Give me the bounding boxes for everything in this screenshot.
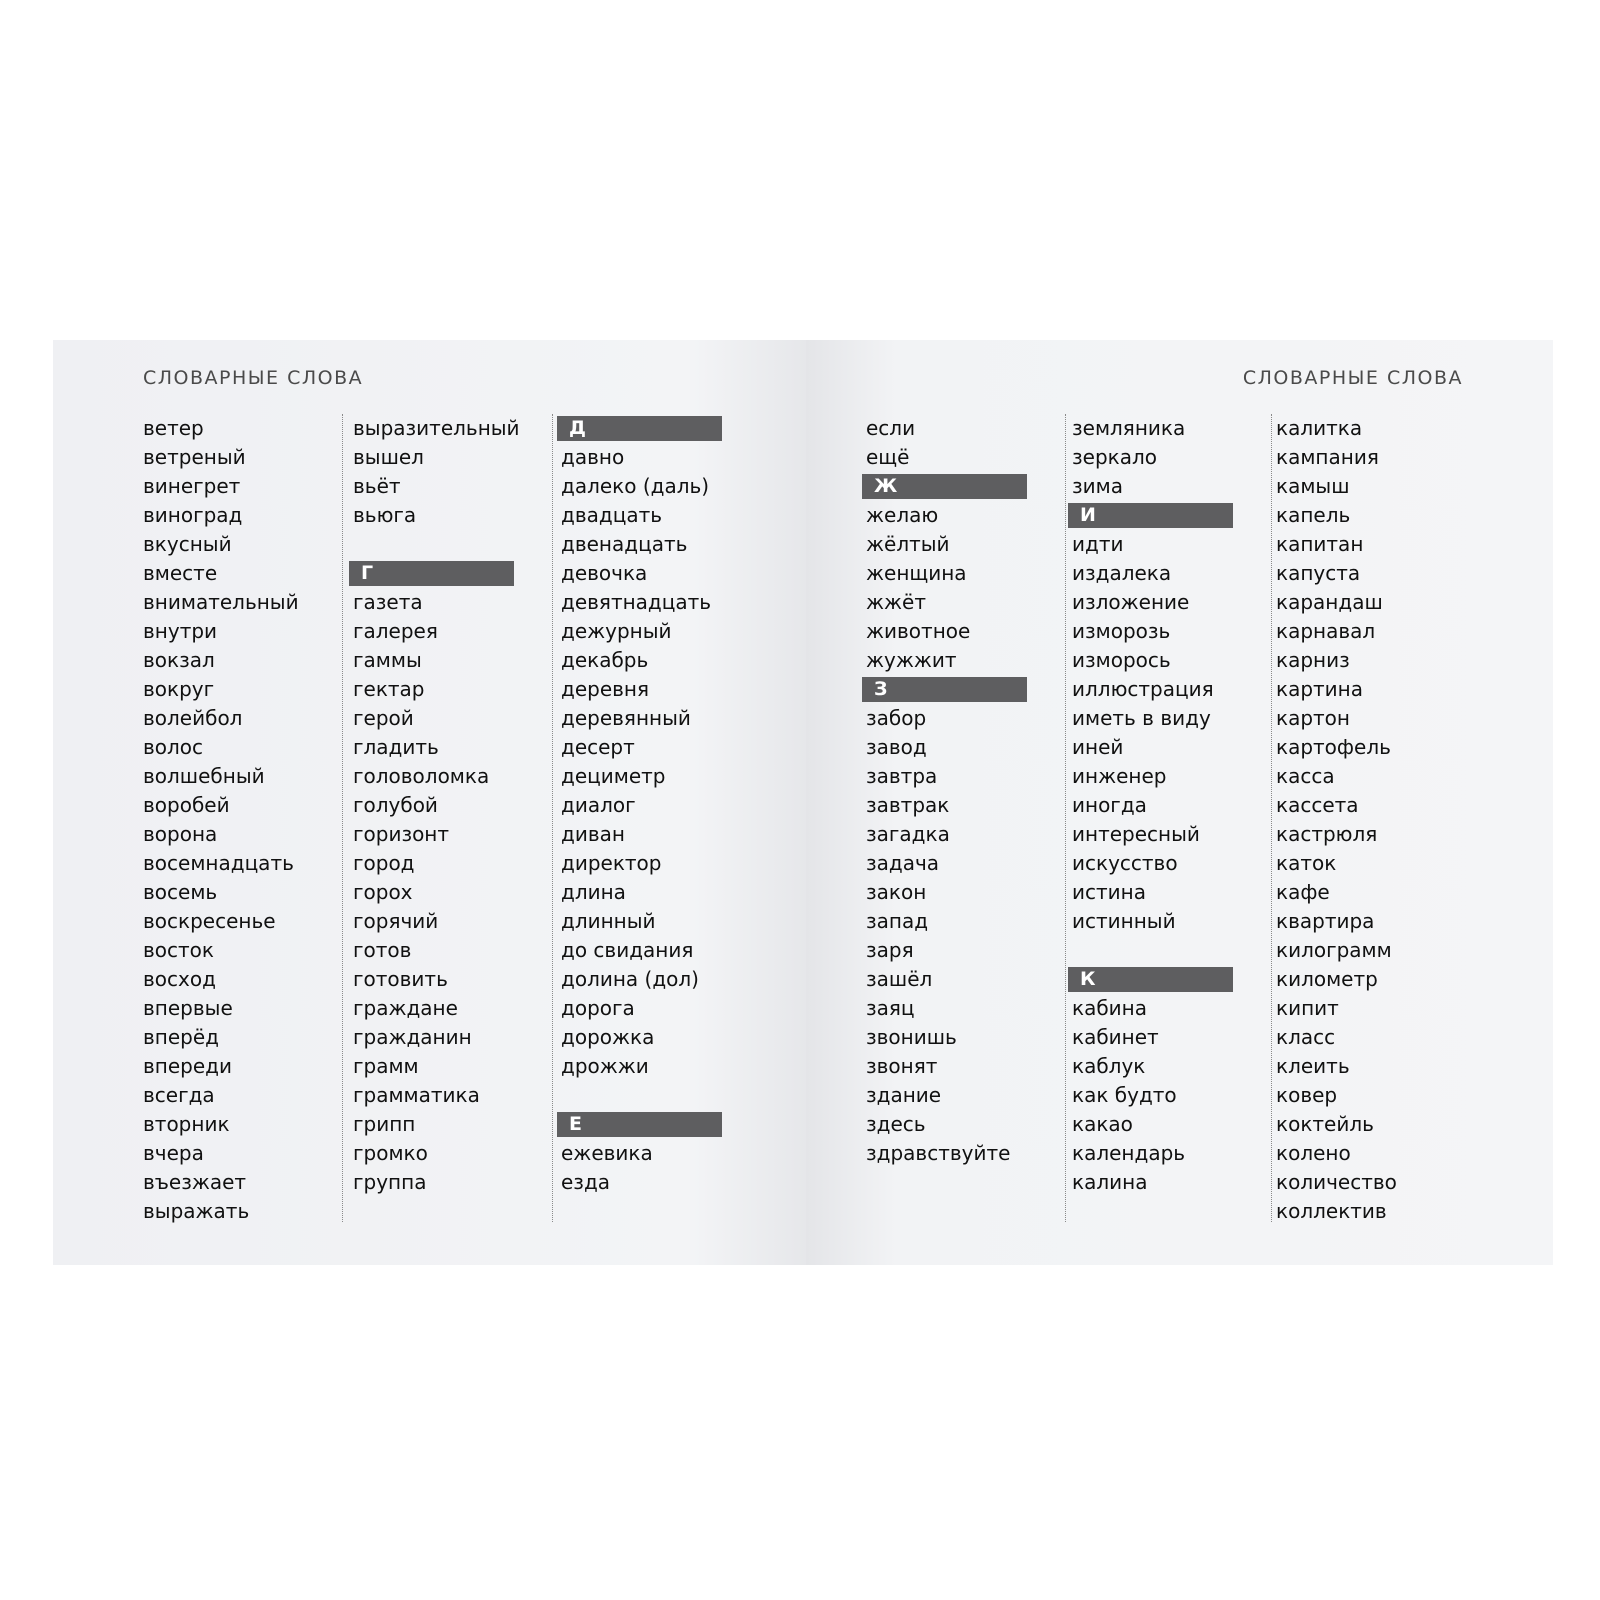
dictionary-word: жёлтый [866,532,950,556]
dictionary-word: кастрюля [1276,822,1378,846]
dictionary-word: внутри [143,619,218,643]
dictionary-word: капитан [1276,532,1364,556]
dictionary-word: внимательный [143,590,299,614]
dictionary-word: кассета [1276,793,1359,817]
dictionary-word: камыш [1276,474,1350,498]
dictionary-word: завод [866,735,927,759]
dictionary-word: громко [353,1141,428,1165]
dictionary-word: календарь [1072,1141,1186,1165]
dictionary-word: жужжит [866,648,957,672]
letter-header-zh: Ж [862,474,1027,499]
letter-header-g: Г [349,561,514,586]
spacer [353,530,553,559]
word-list [561,1139,761,1197]
dictionary-word: зашёл [866,967,933,991]
dictionary-word: длина [561,880,626,904]
dictionary-word: директор [561,851,662,875]
dictionary-word: загадка [866,822,950,846]
dictionary-word: девочка [561,561,648,585]
dictionary-word: здравствуйте [866,1141,1011,1165]
dictionary-word: квартира [1276,909,1375,933]
letter-header-i: И [1068,503,1233,528]
dictionary-word: какао [1072,1112,1133,1136]
dictionary-word: готов [353,938,412,962]
dictionary-word: коллектив [1276,1199,1387,1223]
word-column-1 [143,414,343,1226]
dictionary-word: газета [353,590,423,614]
dictionary-word: километр [1276,967,1378,991]
dictionary-word: галерея [353,619,438,643]
dictionary-word: голубой [353,793,438,817]
dictionary-word: зима [1072,474,1123,498]
dictionary-word: ветер [143,416,204,440]
dictionary-word: вокзал [143,648,215,672]
dictionary-word: двенадцать [561,532,688,556]
dictionary-word: иметь в виду [1072,706,1211,730]
dictionary-word: грипп [353,1112,416,1136]
dictionary-word: дорога [561,996,635,1020]
dictionary-word: готовить [353,967,448,991]
word-list [1072,994,1272,1197]
dictionary-word: колено [1276,1141,1351,1165]
dictionary-word: искусство [1072,851,1178,875]
dictionary-word: издалека [1072,561,1172,585]
dictionary-word: езда [561,1170,611,1194]
dictionary-word: истина [1072,880,1146,904]
dictionary-word: каток [1276,851,1337,875]
word-list [353,588,553,1197]
dictionary-word: граждане [353,996,458,1020]
dictionary-word: каблук [1072,1054,1146,1078]
dictionary-word: изложение [1072,590,1190,614]
dictionary-word: женщина [866,561,967,585]
dictionary-word: касса [1276,764,1335,788]
dictionary-word: дрожжи [561,1054,649,1078]
dictionary-word: изморозь [1072,619,1171,643]
dictionary-word: звонят [866,1054,938,1078]
dictionary-word: декабрь [561,648,649,672]
word-list [866,501,1066,675]
dictionary-word: вокруг [143,677,215,701]
dictionary-word: вместе [143,561,218,585]
word-list [353,414,553,530]
dictionary-word: горизонт [353,822,450,846]
right-page [806,340,1553,1265]
dictionary-word: грамматика [353,1083,480,1107]
dictionary-word: вьёт [353,474,401,498]
dictionary-word: вторник [143,1112,230,1136]
word-list [561,443,761,1081]
dictionary-word: количество [1276,1170,1397,1194]
dictionary-word: интересный [1072,822,1200,846]
dictionary-word: ворона [143,822,218,846]
dictionary-word: гладить [353,735,439,759]
letter-header-e: Е [557,1112,722,1137]
dictionary-word: виноград [143,503,243,527]
dictionary-word: ежевика [561,1141,653,1165]
dictionary-word: деревня [561,677,650,701]
dictionary-word: вкусный [143,532,232,556]
dictionary-word: капель [1276,503,1351,527]
dictionary-word: желаю [866,503,939,527]
dictionary-word: выразительный [353,416,520,440]
dictionary-word: город [353,851,415,875]
word-column-2 [353,414,553,1197]
dictionary-word: кафе [1276,880,1330,904]
dictionary-word: зеркало [1072,445,1157,469]
dictionary-word: длинный [561,909,656,933]
dictionary-word: жжёт [866,590,926,614]
word-list [1072,530,1272,936]
running-head-left: СЛОВАРНЫЕ СЛОВА [143,367,364,389]
dictionary-word: картофель [1276,735,1391,759]
dictionary-word: вперёд [143,1025,219,1049]
dictionary-word: кабина [1072,996,1147,1020]
word-column-3 [561,414,761,1197]
dictionary-word: всегда [143,1083,215,1107]
dictionary-word: давно [561,445,625,469]
dictionary-word: волшебный [143,764,265,788]
dictionary-word: головоломка [353,764,490,788]
dictionary-word: десерт [561,735,635,759]
dictionary-word: дециметр [561,764,666,788]
spacer [561,1081,761,1110]
dictionary-word: выражать [143,1199,250,1223]
dictionary-word: животное [866,619,971,643]
dictionary-word: как будто [1072,1083,1177,1107]
dictionary-word: изморось [1072,648,1171,672]
letter-header-z: З [862,677,1027,702]
dictionary-word: грамм [353,1054,419,1078]
dictionary-word: килограмм [1276,938,1392,962]
dictionary-word: восток [143,938,214,962]
left-page [53,340,806,1265]
letter-header-d: Д [557,416,722,441]
dictionary-word: карниз [1276,648,1350,672]
dictionary-word: карнавал [1276,619,1376,643]
word-list [866,704,1066,1168]
dictionary-word: группа [353,1170,427,1194]
dictionary-word: впереди [143,1054,232,1078]
dictionary-word: горох [353,880,413,904]
dictionary-word: иллюстрация [1072,677,1214,701]
dictionary-word: карандаш [1276,590,1383,614]
dictionary-word: земляника [1072,416,1186,440]
dictionary-word: ветреный [143,445,246,469]
dictionary-word: восемнадцать [143,851,294,875]
dictionary-word: вышел [353,445,424,469]
dictionary-word: звонишь [866,1025,957,1049]
word-column-6 [1276,414,1476,1226]
dictionary-word: деревянный [561,706,691,730]
dictionary-word: далеко (даль) [561,474,710,498]
dictionary-word: заря [866,938,914,962]
dictionary-word: калина [1072,1170,1148,1194]
dictionary-word: девятнадцать [561,590,712,614]
dictionary-word: ковер [1276,1083,1338,1107]
dictionary-word: картон [1276,706,1350,730]
dictionary-word: картина [1276,677,1364,701]
dictionary-word: здесь [866,1112,926,1136]
dictionary-word: впервые [143,996,233,1020]
dictionary-word: коктейль [1276,1112,1374,1136]
dictionary-word: до свидания [561,938,694,962]
dictionary-word: вьюга [353,503,417,527]
dictionary-word: восемь [143,880,218,904]
dictionary-word: горячий [353,909,439,933]
dictionary-word: идти [1072,532,1124,556]
word-column-5 [1072,414,1272,1197]
spacer [1072,936,1272,965]
dictionary-word: волейбол [143,706,243,730]
dictionary-word: запад [866,909,929,933]
dictionary-word: диалог [561,793,636,817]
dictionary-word: винегрет [143,474,241,498]
dictionary-word: закон [866,880,927,904]
dictionary-word: кипит [1276,996,1339,1020]
dictionary-word: гражданин [353,1025,472,1049]
dictionary-word: вчера [143,1141,204,1165]
dictionary-word: дежурный [561,619,672,643]
dictionary-word: ещё [866,445,910,469]
dictionary-word: калитка [1276,416,1363,440]
word-column-4 [866,414,1066,1168]
dictionary-word: завтрак [866,793,950,817]
dictionary-word: герой [353,706,414,730]
dictionary-word: восход [143,967,216,991]
dictionary-word: двадцать [561,503,663,527]
dictionary-word: кабинет [1072,1025,1159,1049]
dictionary-word: завтра [866,764,938,788]
dictionary-word: воскресенье [143,909,276,933]
word-list [866,414,1066,472]
dictionary-word: долина (дол) [561,967,699,991]
dictionary-word: клеить [1276,1054,1350,1078]
dictionary-word: заяц [866,996,915,1020]
dictionary-word: капуста [1276,561,1361,585]
running-head-right: СЛОВАРНЫЕ СЛОВА [1242,367,1463,389]
dictionary-word: если [866,416,916,440]
dictionary-word: дорожка [561,1025,655,1049]
dictionary-word: гаммы [353,648,422,672]
dictionary-word: класс [1276,1025,1336,1049]
dictionary-word: инженер [1072,764,1167,788]
dictionary-word: диван [561,822,625,846]
letter-header-k: К [1068,967,1233,992]
dictionary-word: истинный [1072,909,1176,933]
word-list [1072,414,1272,501]
dictionary-word: воробей [143,793,230,817]
dictionary-word: забор [866,706,927,730]
dictionary-word: волос [143,735,204,759]
dictionary-word: задача [866,851,940,875]
dictionary-word: кампания [1276,445,1379,469]
dictionary-word: здание [866,1083,942,1107]
dictionary-word: иней [1072,735,1124,759]
dictionary-word: гектар [353,677,425,701]
dictionary-word: иногда [1072,793,1147,817]
dictionary-word: въезжает [143,1170,247,1194]
